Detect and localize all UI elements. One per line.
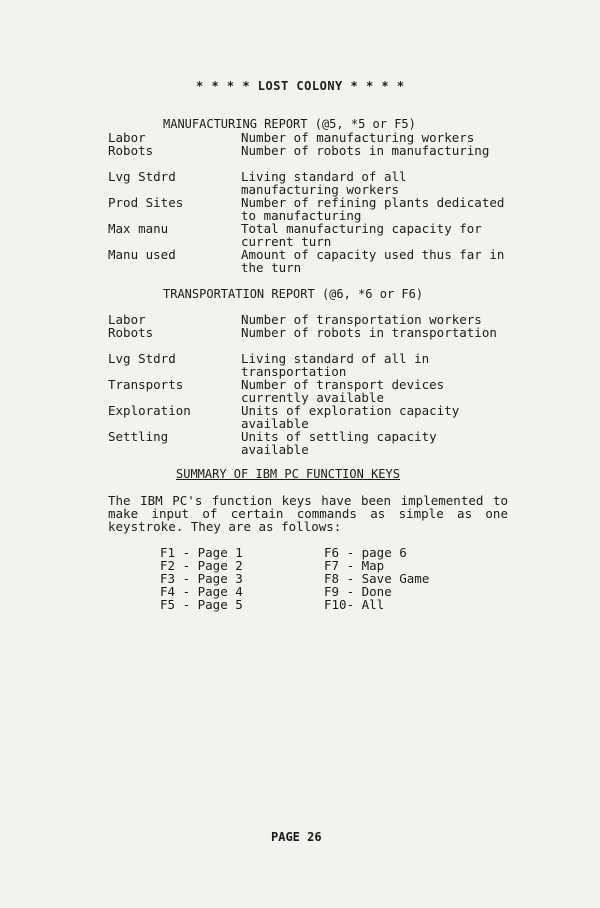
function-key-item: F3 - Page 3 [160,571,243,586]
transportation-desc: Number of robots in transportation [241,325,497,340]
function-key-item: F5 - Page 5 [160,597,243,612]
page-title: * * * * LOST COLONY * * * * [196,79,405,93]
transportation-desc: Units of settling capacity available [241,429,437,457]
function-key-item: F10- All [324,597,385,612]
transportation-desc: Number of transportation workers [241,312,482,327]
manufacturing-desc: Living standard of all manufacturing workers [241,169,407,197]
manufacturing-term: Labor [108,130,146,145]
function-key-item: F9 - Done [324,584,392,599]
transportation-term: Robots [108,325,154,340]
function-key-item: F2 - Page 2 [160,558,243,573]
manufacturing-desc: Total manufacturing capacity for current turn [241,221,482,249]
transportation-heading: TRANSPORTATION REPORT (@6, *6 or F6) [163,287,424,301]
transportation-term: Exploration [108,403,191,418]
manufacturing-desc: Amount of capacity used thus far in the turn [241,247,505,275]
transportation-term: Settling [108,429,169,444]
function-key-item: F8 - Save Game [324,571,430,586]
manufacturing-term: Max manu [108,221,169,236]
function-key-item: F6 - page 6 [324,545,407,560]
function-key-item: F7 - Map [324,558,385,573]
manufacturing-term: Manu used [108,247,176,262]
transportation-desc: Units of exploration capacity available [241,403,460,431]
transportation-term: Lvg Stdrd [108,351,176,366]
manufacturing-heading: MANUFACTURING REPORT (@5, *5 or F5) [163,117,416,131]
transportation-term: Transports [108,377,184,392]
function-key-item: F1 - Page 1 [160,545,243,560]
manufacturing-term: Lvg Stdrd [108,169,176,184]
manufacturing-term: Robots [108,143,154,158]
transportation-desc: Living standard of all in transportation [241,351,430,379]
function-keys-intro: The IBM PC's function keys have been implemented to make input of certain commands as simple as one keystroke. They are as follows: [108,493,508,534]
page-number: PAGE 26 [271,830,322,844]
manufacturing-term: Prod Sites [108,195,184,210]
transportation-desc: Number of transport devices currently available [241,377,445,405]
manufacturing-desc: Number of robots in manufacturing [241,143,490,158]
function-keys-heading: SUMMARY OF IBM PC FUNCTION KEYS [176,467,400,481]
manufacturing-desc: Number of manufacturing workers [241,130,475,145]
transportation-term: Labor [108,312,146,327]
manufacturing-desc: Number of refining plants dedicated to manufacturing [241,195,505,223]
function-key-item: F4 - Page 4 [160,584,243,599]
